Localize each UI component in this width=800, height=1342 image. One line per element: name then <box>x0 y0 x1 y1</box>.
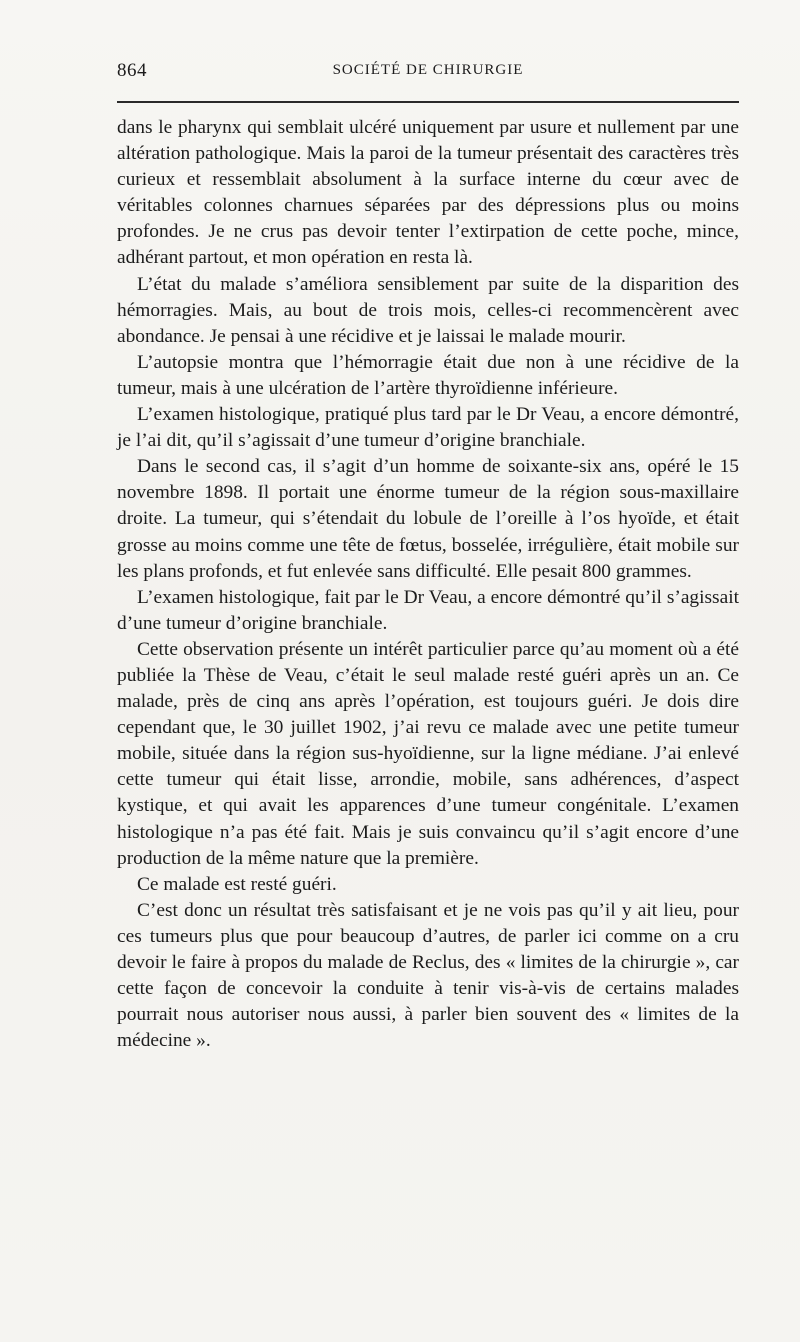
running-head: SOCIÉTÉ DE CHIRURGIE <box>332 62 524 78</box>
paragraph-continued: dans le pharynx qui semblait ulcéré uniquement par usure et nullement par une altération pathologique. Mais la paroi de la tumeur présentait des caractères très curieux et ressemblait absolument à la surface interne du cœur avec de véritables colonnes charnues séparées par des dépressions plus ou moins profondes. Je ne crus pas devoir tenter l’extirpation de cette poche, mince, adhérant partout, et mon opération en resta là. <box>117 117 739 269</box>
paragraph: Dans le second cas, il s’agit d’un homme de soixante-six ans, opéré le 15 novembre 1898. Il portait une énorme tumeur de la région sous-maxillaire droite. La tumeur, qui s’étendait du lobule de l’oreille à l’os hyoïde, et était grosse au moins comme une tête de fœtus, bosselée, irrégulière, était mobile sur les plans profonds, et fut enlevée sans difficulté. Elle pesait 800 grammes. <box>117 456 739 582</box>
page-header <box>117 60 739 86</box>
body-text <box>117 115 739 1054</box>
paragraph: L’examen histologique, fait par le Dr Veau, a encore démontré qu’il s’agissait d’une tumeur d’origine branchiale. <box>117 586 739 634</box>
page-number: 864 <box>117 60 147 81</box>
paragraph: L’examen histologique, pratiqué plus tard par le Dr Veau, a encore démontré, je l’ai dit, qu’il s’agissait d’une tumeur d’origine branchiale. <box>117 404 739 452</box>
paragraph: Cette observation présente un intérêt particulier parce qu’au moment où a été publiée la Thèse de Veau, c’était le seul malade resté guéri après un an. Ce malade, près de cinq ans après l’opération, est toujours guéri. Je dois dire cependant que, le 30 juillet 1902, j’ai revu ce malade avec une petite tumeur mobile, située dans la région sus-hyoïdienne, sur la ligne médiane. J’ai enlevé cette tumeur qui était lisse, arrondie, mobile, sans adhérences, d’aspect kystique, et qui avait les apparences d’une tumeur congénitale. L’examen histologique n’a pas été fait. Mais je suis convaincu qu’il s’agit encore d’une production de la même nature que la première. <box>117 638 739 869</box>
paragraph: L’autopsie montra que l’hémorragie était due non à une récidive de la tumeur, mais à une ulcération de l’artère thyroïdienne inférieure. <box>117 351 739 399</box>
paragraph: Ce malade est resté guéri. <box>137 873 337 895</box>
paragraph: C’est donc un résultat très satisfaisant et je ne vois pas qu’il y ait lieu, pour ces tumeurs plus que pour beaucoup d’autres, de parler ici comme on a cru devoir le faire à propos du malade de Reclus, des « limites de la chirurgie », car cette façon de concevoir la conduite à tenir vis-à-vis de certains malades pourrait nous autoriser nous aussi, à parler bien souvent des « limites de la médecine ». <box>117 899 739 1052</box>
header-rule <box>117 101 739 103</box>
paragraph: L’état du malade s’améliora sensiblement par suite de la disparition des hémorragies. Mais, au bout de trois mois, celles-ci recommencèrent avec abondance. Je pensai à une récidive et je laissai le malade mourir. <box>117 273 739 347</box>
